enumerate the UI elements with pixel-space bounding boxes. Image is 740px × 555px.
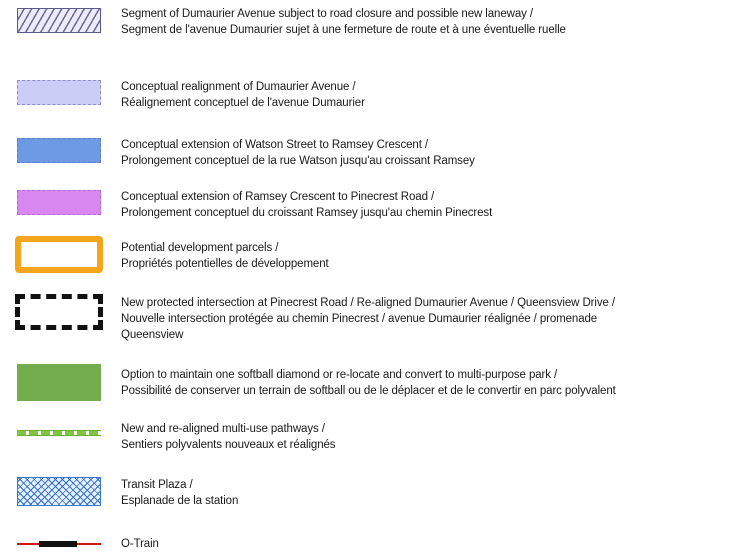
legend-item-protected-intersection	[0, 292, 740, 348]
rail-line-black-segment	[39, 541, 77, 547]
legend-label-french: Possibilité de conserver un terrain de softball ou de le déplacer et de le convertir en parc polyvalent	[121, 385, 616, 397]
pathway-line-icon	[17, 430, 101, 436]
legend-label-english: Option to maintain one softball diamond or re-locate and convert to multi-purpose park /	[121, 369, 558, 381]
legend-label-english: O-Train	[121, 538, 159, 550]
hatched-swatch-icon	[17, 8, 101, 33]
legend-label-french-cont: Queensview	[121, 329, 184, 341]
legend-item-label	[121, 79, 365, 111]
legend-item-o-train	[0, 536, 740, 554]
legend-label-french: Nouvelle intersection protégée au chemin Pinecrest / avenue Dumaurier réalignée / promenade	[121, 313, 598, 325]
legend-label-english: Conceptual extension of Watson Street to Ramsey Crescent /	[121, 139, 428, 151]
legend-label-french: Prolongement conceptuel du croissant Ramsey jusqu'au chemin Pinecrest	[121, 207, 493, 219]
legend-label-english: Potential development parcels /	[121, 242, 279, 254]
legend-label-english: Transit Plaza /	[121, 479, 193, 491]
legend-label-french: Propriétés potentielles de développement	[121, 258, 329, 270]
legend-item-label	[121, 295, 615, 343]
legend-label-english: New and re-aligned multi-use pathways /	[121, 423, 325, 435]
legend-item-softball-park	[0, 362, 740, 406]
legend-label-english: Conceptual realignment of Dumaurier Avenue /	[121, 81, 356, 93]
legend-item-label	[121, 240, 329, 272]
legend-label-french: Segment de l'avenue Dumaurier sujet à une fermeture de route et à une éventuelle ruelle	[121, 24, 566, 36]
legend-item-label	[121, 6, 566, 38]
legend-item-watson-extension	[0, 134, 740, 170]
legend-item-label	[121, 189, 492, 221]
legend-item-ramsey-extension	[0, 186, 740, 222]
legend-item-label	[121, 536, 159, 552]
legend-item-pathways	[0, 424, 740, 456]
legend-item-label	[121, 137, 475, 169]
legend-label-english: Segment of Dumaurier Avenue subject to road closure and possible new laneway /	[121, 8, 533, 20]
legend-label-english: New protected intersection at Pinecrest Road / Re-aligned Dumaurier Avenue / Queensview Drive /	[121, 297, 615, 309]
orange-outline-swatch-icon	[15, 236, 103, 273]
blue-swatch-icon	[17, 138, 101, 163]
legend-label-english: Conceptual extension of Ramsey Crescent to Pinecrest Road /	[121, 191, 435, 203]
legend-item-road-closure	[0, 0, 740, 44]
legend-item-development-parcels	[0, 236, 740, 280]
dotted-outline-swatch-icon	[15, 294, 103, 330]
rail-line-icon	[17, 538, 101, 550]
green-swatch-icon	[17, 364, 101, 401]
crosshatch-swatch-icon	[17, 477, 101, 506]
legend-label-french: Réalignement conceptuel de l'avenue Dumaurier	[121, 97, 365, 109]
lavender-swatch-icon	[17, 80, 101, 105]
legend-item-label	[121, 421, 335, 453]
legend-item-dumaurier-realignment	[0, 76, 740, 112]
legend-label-french: Prolongement conceptuel de la rue Watson jusqu'au croissant Ramsey	[121, 155, 475, 167]
legend-item-transit-plaza	[0, 474, 740, 514]
legend-item-label	[121, 367, 616, 399]
violet-swatch-icon	[17, 190, 101, 215]
legend-label-french: Esplanade de la station	[121, 495, 239, 507]
legend-label-french: Sentiers polyvalents nouveaux et réalignés	[121, 439, 336, 451]
legend-item-label	[121, 477, 238, 509]
